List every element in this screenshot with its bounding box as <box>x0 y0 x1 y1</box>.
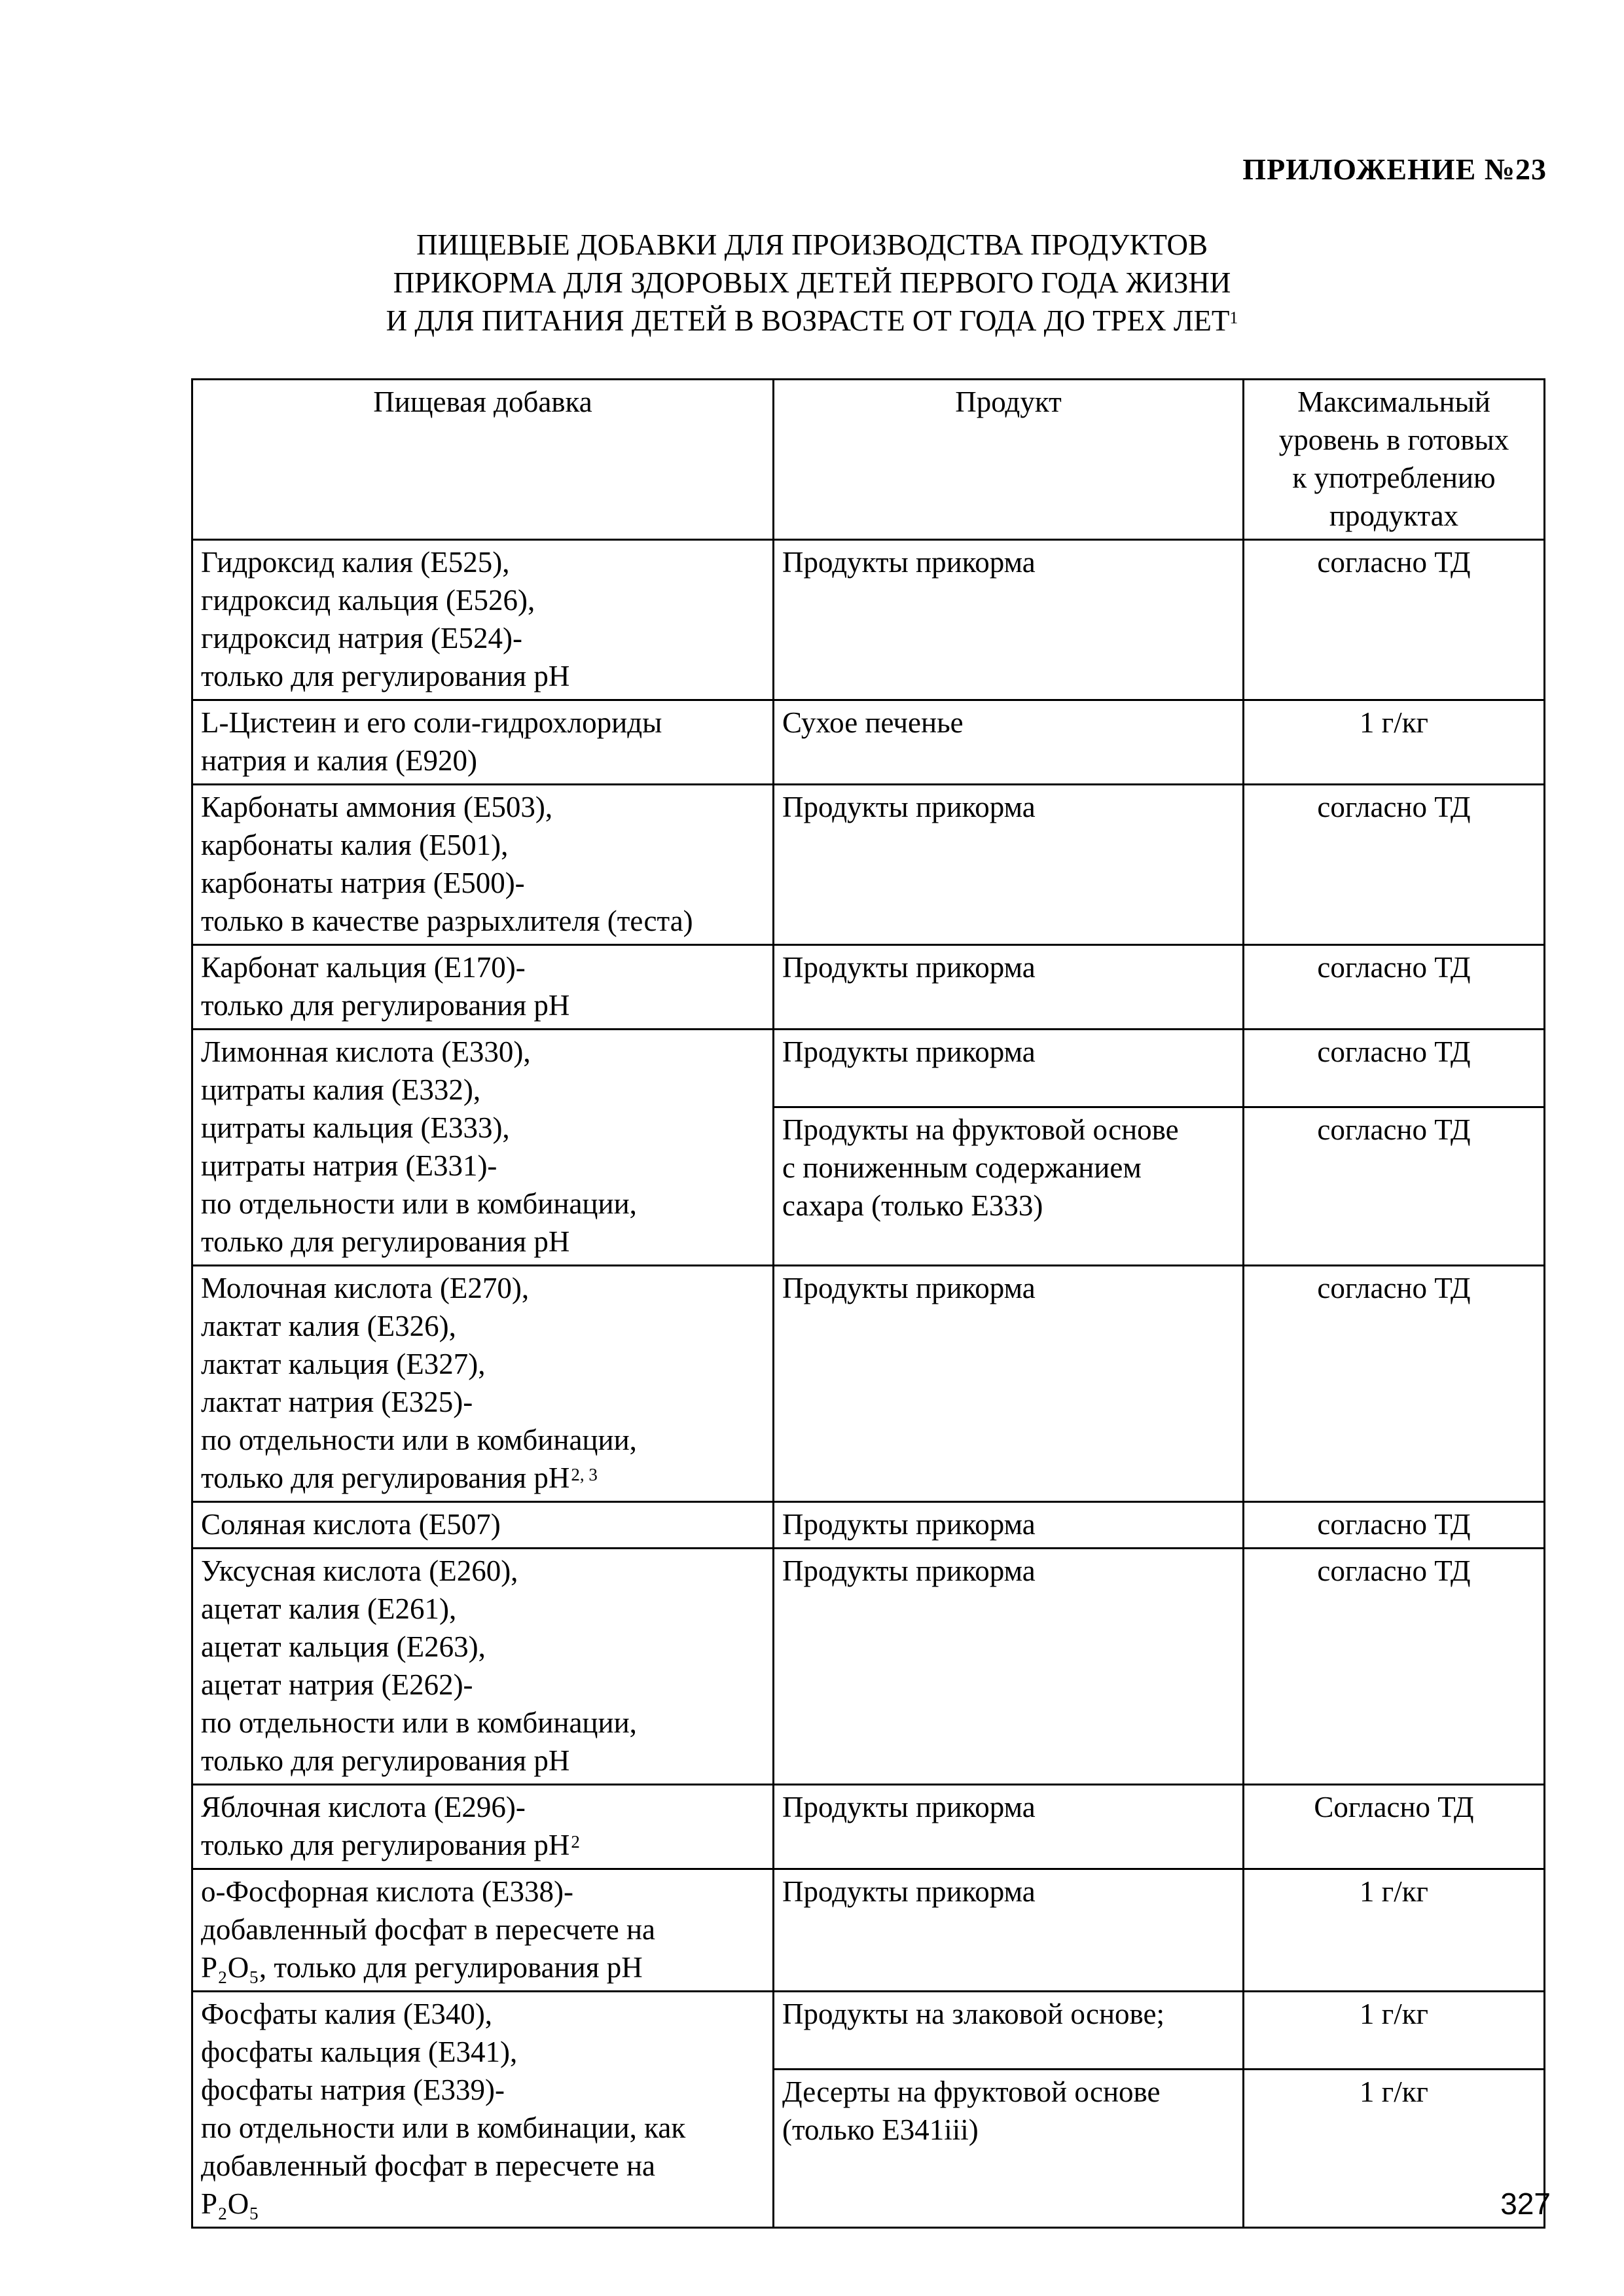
table-row <box>192 1549 1545 1785</box>
page-number: 327 <box>1500 2187 1551 2221</box>
additive-line: фосфаты натрия (Е339)- <box>201 2073 505 2106</box>
cell-additive <box>192 785 774 945</box>
table-row <box>192 700 1545 785</box>
cell-level: согласно ТД <box>1244 1030 1545 1107</box>
additive-line: Карбонат кальция (Е170)- <box>201 951 526 984</box>
cell-additive <box>192 1502 774 1549</box>
cell-additive <box>192 1785 774 1869</box>
additive-line: лактат кальция (Е327), <box>201 1348 486 1380</box>
cell-additive <box>192 540 774 700</box>
additive-line: Гидроксид калия (Е525), <box>201 546 510 579</box>
additive-line: Яблочная кислота (Е296)- <box>201 1791 526 1823</box>
product-line: (только Е341iii) <box>782 2113 979 2146</box>
additive-line: добавленный фосфат в пересчете на <box>201 2149 656 2182</box>
cell-product: Продукты прикорма <box>774 1549 1244 1785</box>
additive-line-text: только для регулирования рН <box>201 1462 570 1494</box>
additive-line: Р₂О₅, только для регулирования рН <box>201 1951 643 1984</box>
title-footnote-marker: 1 <box>1229 308 1238 327</box>
cell-level: 1 г/кг <box>1244 700 1545 785</box>
cell-additive <box>192 1266 774 1502</box>
additive-line: по отдельности или в комбинации, <box>201 1187 637 1220</box>
additive-line: только для регулирования рН <box>201 660 570 692</box>
cell-level: согласно ТД <box>1244 1549 1545 1785</box>
additive-line: Соляная кислота (Е507) <box>201 1508 501 1541</box>
additive-line: ацетат калия (Е261), <box>201 1592 457 1625</box>
footnote-marker: 2, 3 <box>571 1465 598 1484</box>
title-line-2: ПРИКОРМА ДЛЯ ЗДОРОВЫХ ДЕТЕЙ ПЕРВОГО ГОДА ЖИЗНИ <box>393 266 1231 299</box>
header-level-line: Максимальный <box>1297 386 1490 418</box>
additive-line: Фосфаты калия (Е340), <box>201 1998 493 2030</box>
additive-line: ацетат кальция (Е263), <box>201 1630 486 1663</box>
cell-product: Продукты прикорма <box>774 1869 1244 1992</box>
additive-line: Уксусная кислота (Е260), <box>201 1554 518 1587</box>
cell-level: согласно ТД <box>1244 945 1545 1030</box>
table-row <box>192 540 1545 700</box>
table-row <box>192 1785 1545 1869</box>
table-row <box>192 1502 1545 1549</box>
cell-additive <box>192 1869 774 1992</box>
product-line: с пониженным содержанием <box>782 1151 1142 1184</box>
additive-line: цитраты калия (Е332), <box>201 1073 481 1106</box>
table-row <box>192 1266 1545 1502</box>
additive-line: натрия и калия (Е920) <box>201 744 477 777</box>
cell-level: согласно ТД <box>1244 785 1545 945</box>
cell-product: Продукты прикорма <box>774 1785 1244 1869</box>
additive-line: цитраты кальция (Е333), <box>201 1111 510 1144</box>
additive-line: гидроксид кальция (Е526), <box>201 584 535 617</box>
product-line: Десерты на фруктовой основе <box>782 2075 1161 2108</box>
header-product: Продукт <box>774 380 1244 540</box>
cell-additive <box>192 945 774 1030</box>
additive-line: по отдельности или в комбинации, как <box>201 2111 686 2144</box>
cell-product: Продукты прикорма <box>774 540 1244 700</box>
cell-product <box>774 1107 1244 1266</box>
cell-additive <box>192 1030 774 1266</box>
additive-line: карбонаты калия (Е501), <box>201 829 509 861</box>
cell-level: согласно ТД <box>1244 1107 1545 1266</box>
cell-level: согласно ТД <box>1244 1502 1545 1549</box>
title-line-3-text: И ДЛЯ ПИТАНИЯ ДЕТЕЙ В ВОЗРАСТЕ ОТ ГОДА ДО ТРЕХ ЛЕТ <box>386 304 1230 337</box>
additive-line: лактат натрия (Е325)- <box>201 1386 473 1418</box>
additive-line: фосфаты кальция (Е341), <box>201 2036 518 2068</box>
cell-product: Продукты прикорма <box>774 1502 1244 1549</box>
additive-line: добавленный фосфат в пересчете на <box>201 1913 656 1946</box>
cell-additive <box>192 700 774 785</box>
additive-line <box>201 1826 765 1864</box>
table-row <box>192 1030 1545 1107</box>
header-additive: Пищевая добавка <box>192 380 774 540</box>
appendix-label: ПРИЛОЖЕНИЕ №23 <box>1242 152 1547 186</box>
additive-line: L-Цистеин и его соли-гидрохлориды <box>201 706 662 739</box>
additive-line: Карбонаты аммония (Е503), <box>201 791 553 823</box>
additive-line: только в качестве разрыхлителя (теста) <box>201 905 693 937</box>
cell-product: Продукты прикорма <box>774 1030 1244 1107</box>
cell-level: Согласно ТД <box>1244 1785 1545 1869</box>
additive-line: о-Фосфорная кислота (Е338)- <box>201 1875 574 1908</box>
title-line-3 <box>0 302 1624 340</box>
additive-line: гидроксид натрия (Е524)- <box>201 622 522 655</box>
header-level-line: продуктах <box>1329 499 1459 532</box>
additive-line: карбонаты натрия (Е500)- <box>201 867 525 899</box>
cell-product: Продукты на злаковой основе; <box>774 1992 1244 2070</box>
additive-line: Лимонная кислота (Е330), <box>201 1035 531 1068</box>
product-line: сахара (только Е333) <box>782 1189 1043 1222</box>
cell-level: 1 г/кг <box>1244 1992 1545 2070</box>
additive-line: цитраты натрия (Е331)- <box>201 1149 497 1182</box>
cell-level: согласно ТД <box>1244 1266 1545 1502</box>
cell-product: Продукты прикорма <box>774 945 1244 1030</box>
additive-line <box>201 1459 765 1497</box>
document-title <box>0 226 1624 340</box>
footnote-marker: 2 <box>571 1832 580 1852</box>
additive-line-text: только для регулирования рН <box>201 1829 570 1861</box>
cell-product <box>774 2070 1244 2228</box>
cell-level: 1 г/кг <box>1244 1869 1545 1992</box>
cell-product: Продукты прикорма <box>774 1266 1244 1502</box>
table-row <box>192 1869 1545 1992</box>
header-level-line: к употреблению <box>1292 461 1496 494</box>
table-row <box>192 945 1545 1030</box>
additives-table <box>191 378 1545 2229</box>
cell-product: Сухое печенье <box>774 700 1244 785</box>
product-line: Продукты на фруктовой основе <box>782 1113 1179 1146</box>
additive-line: только для регулирования рН <box>201 1744 570 1777</box>
cell-level: согласно ТД <box>1244 540 1545 700</box>
additive-line: Молочная кислота (Е270), <box>201 1272 530 1304</box>
cell-product: Продукты прикорма <box>774 785 1244 945</box>
cell-level: 1 г/кг <box>1244 2070 1545 2228</box>
additive-line: только для регулирования рН <box>201 989 570 1022</box>
additive-line: по отдельности или в комбинации, <box>201 1424 637 1456</box>
cell-additive <box>192 1549 774 1785</box>
additive-line: по отдельности или в комбинации, <box>201 1706 637 1739</box>
additive-line: лактат калия (Е326), <box>201 1310 456 1342</box>
table-header-row <box>192 380 1545 540</box>
additive-line: только для регулирования рН <box>201 1225 570 1258</box>
header-level-line: уровень в готовых <box>1278 423 1509 456</box>
title-line-1: ПИЩЕВЫЕ ДОБАВКИ ДЛЯ ПРОИЗВОДСТВА ПРОДУКТОВ <box>416 228 1208 261</box>
additive-line: Р₂О₅ <box>201 2187 259 2220</box>
table-row <box>192 785 1545 945</box>
additive-line: ацетат натрия (Е262)- <box>201 1668 473 1701</box>
cell-additive <box>192 1992 774 2228</box>
table-row <box>192 1992 1545 2070</box>
header-max-level <box>1244 380 1545 540</box>
